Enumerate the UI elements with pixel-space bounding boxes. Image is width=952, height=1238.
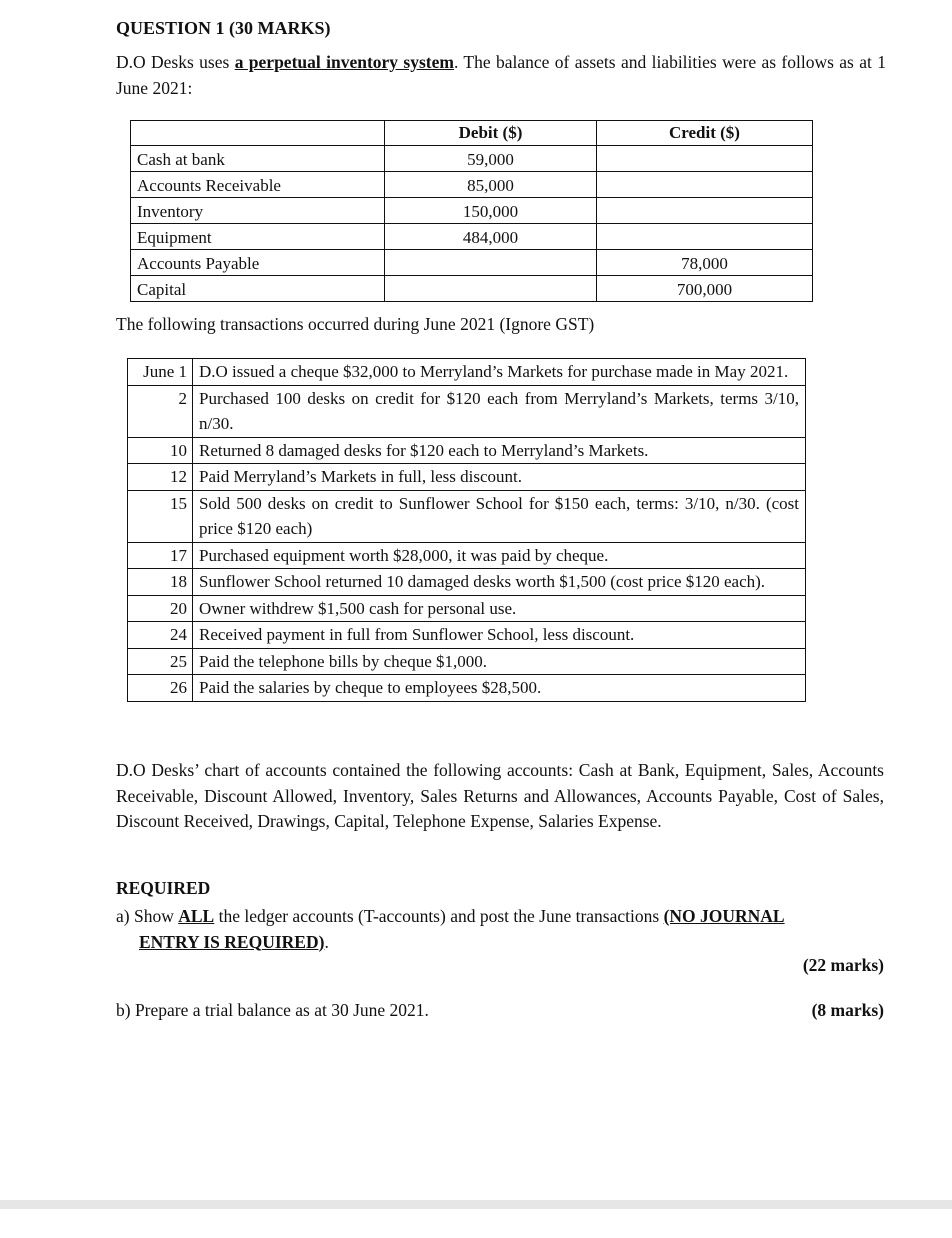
table-row (128, 595, 806, 622)
page-bottom-edge (0, 1200, 952, 1238)
transaction-text: Received payment in full from Sunflower School, less discount. (193, 622, 806, 649)
transaction-text: Sunflower School returned 10 damaged desks worth $1,500 (cost price $120 each). (193, 569, 806, 596)
balances-header-row (131, 121, 813, 146)
table-row (128, 569, 806, 596)
requirement-a-no-journal: (NO JOURNAL (663, 906, 785, 926)
requirement-a-line2: ENTRY IS REQUIRED) (139, 931, 325, 952)
table-row (128, 385, 806, 437)
transaction-text: Owner withdrew $1,500 cash for personal use. (193, 595, 806, 622)
account-name: Equipment (131, 224, 385, 250)
table-row (131, 276, 813, 302)
credit-value: 700,000 (597, 276, 813, 302)
transaction-text: D.O issued a cheque $32,000 to Merryland’s Markets for purchase made in May 2021. (193, 359, 806, 386)
debit-value (385, 250, 597, 276)
requirement-a-pre: a) Show (116, 906, 179, 926)
intro-system: a perpetual inventory system (234, 52, 454, 72)
requirement-b-marks: (8 marks) (811, 1000, 884, 1020)
intro-pre: D.O Desks uses (116, 52, 235, 72)
debit-value (385, 276, 597, 302)
account-name: Accounts Payable (131, 250, 385, 276)
debit-value: 85,000 (385, 172, 597, 198)
debit-value: 484,000 (385, 224, 597, 250)
transactions-table (127, 358, 806, 702)
intro-post: . The balance of assets and liabilities were as follows as at 1 June 2021: (116, 52, 886, 98)
table-row (128, 675, 806, 702)
credit-value: 78,000 (597, 250, 813, 276)
transaction-text: Sold 500 desks on credit to Sunflower School for $150 each, terms: 3/10, n/30. (cost price $120 each) (193, 490, 806, 542)
transactions-lead: The following transactions occurred during June 2021 (Ignore GST) (116, 314, 595, 334)
transaction-text: Purchased equipment worth $28,000, it was paid by cheque. (193, 542, 806, 569)
chart-of-accounts-paragraph: D.O Desks’ chart of accounts contained the following accounts: Cash at Bank, Equipment, Sales, Accounts Receivable, Discount Allowed, Inventory, Sales Returns and Allowances, Accounts Payable, Cost of Sales, Discount Received, Drawings, Capital, Telephone Expense, Salaries Expense. (116, 760, 884, 831)
table-row (131, 250, 813, 276)
credit-value (597, 198, 813, 224)
table-row (128, 437, 806, 464)
transaction-text: Paid Merryland’s Markets in full, less discount. (193, 464, 806, 491)
debit-value: 59,000 (385, 146, 597, 172)
credit-value (597, 224, 813, 250)
transaction-text: Returned 8 damaged desks for $120 each to Merryland’s Markets. (193, 437, 806, 464)
requirement-a-end: . (324, 931, 329, 952)
table-row (131, 146, 813, 172)
table-row (128, 359, 806, 386)
transaction-date: 24 (128, 622, 193, 649)
balances-header-credit: Credit ($) (597, 121, 813, 146)
transaction-text: Paid the salaries by cheque to employees $28,500. (193, 675, 806, 702)
transaction-date: 26 (128, 675, 193, 702)
account-name: Capital (131, 276, 385, 302)
table-row (128, 622, 806, 649)
transaction-date: 15 (128, 490, 193, 542)
intro-paragraph (116, 49, 886, 101)
requirement-a (116, 904, 884, 955)
requirement-a-mid: the ledger accounts (T-accounts) and post the June transactions (214, 906, 664, 926)
opening-balances-table (130, 120, 813, 302)
debit-value: 150,000 (385, 198, 597, 224)
transaction-date: 12 (128, 464, 193, 491)
transaction-date: June 1 (128, 359, 193, 386)
balances-header-debit: Debit ($) (385, 121, 597, 146)
required-heading: REQUIRED (116, 878, 211, 898)
balances-header-account (131, 121, 385, 146)
transaction-date: 18 (128, 569, 193, 596)
question-title: QUESTION 1 (30 MARKS) (116, 18, 331, 38)
transaction-date: 25 (128, 648, 193, 675)
transaction-date: 20 (128, 595, 193, 622)
table-row (128, 490, 806, 542)
table-row (131, 172, 813, 198)
transaction-date: 10 (128, 437, 193, 464)
credit-value (597, 172, 813, 198)
table-row (128, 648, 806, 675)
requirement-a-marks: (22 marks) (802, 955, 884, 975)
requirement-a-all: ALL (178, 906, 215, 926)
account-name: Inventory (131, 198, 385, 224)
transaction-text: Purchased 100 desks on credit for $120 each from Merryland’s Markets, terms 3/10, n/30. (193, 385, 806, 437)
account-name: Accounts Receivable (131, 172, 385, 198)
credit-value (597, 146, 813, 172)
table-row (128, 464, 806, 491)
transaction-date: 17 (128, 542, 193, 569)
table-row (131, 224, 813, 250)
requirement-b: b) Prepare a trial balance as at 30 June 2021. (116, 1000, 429, 1020)
account-name: Cash at bank (131, 146, 385, 172)
table-row (131, 198, 813, 224)
table-row (128, 542, 806, 569)
transaction-text: Paid the telephone bills by cheque $1,000. (193, 648, 806, 675)
transaction-date: 2 (128, 385, 193, 437)
